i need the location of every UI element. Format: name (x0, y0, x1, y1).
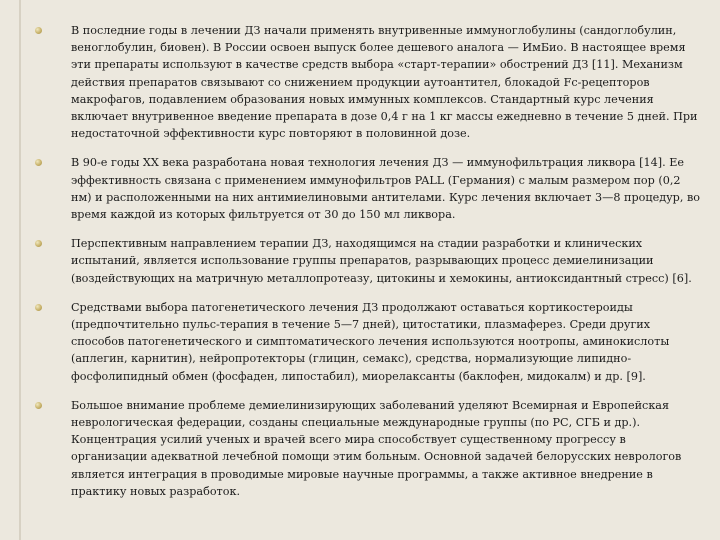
bullet-dot-icon (35, 304, 42, 311)
bullet-dot-icon (35, 159, 42, 166)
bullet-text: В 90-е годы XX века разработана новая технология лечения ДЗ — иммунофильтрация ликвора [14]. Ее эффективность связана с применением иммунофильтров PALL (Германия) с малым размером пор (0,2 нм) и расположенными на них антимиелиновыми антителами. Курс лечения включает 3—8 процедур, во время каждой из которых фильтруется от 30 до 150 мл ликвора. (71, 156, 700, 222)
bullet-item (35, 299, 703, 385)
slide-left-border (19, 0, 21, 540)
bullet-item (35, 154, 703, 223)
bullet-text: Средствами выбора патогенетического лечения ДЗ продолжают оставаться кортикостероиды (предпочтительно пульс-терапия в течение 5—7 дней), цитостатики, плазмаферез. Среди других способов патогенетического и симптоматического лечения используются ноотропы, аминокислоты (аплегин, карнитин), нейропротекторы (глицин, семакс), средства, нормализующие липидно-фосфолипидный обмен (фосфаден, липостабил), миорелаксанты (баклофен, мидокалм) и др. [9]. (71, 300, 670, 383)
bullet-item (35, 22, 703, 142)
bullet-list (35, 22, 703, 500)
bullet-dot-icon (35, 402, 42, 409)
bullet-item (35, 235, 703, 287)
bullet-dot-icon (35, 240, 42, 247)
bullet-dot-icon (35, 27, 42, 34)
bullet-text: Большое внимание проблеме демиелинизирующих заболеваний уделяют Всемирная и Европейская неврологическая федерации, созданы специальные международные группы (по РС, СГБ и др.). Концентрация усилий ученых и врачей всего мира способствует существенному прогрессу в организации адекватной лечебной помощи этим больным. Основной задачей белорусских неврологов является интеграция в проводимые мировые научные программы, а также активное внедрение в практику новых разработок. (71, 398, 682, 498)
bullet-text: Перспективным направлением терапии ДЗ, находящимся на стадии разработки и клинических испытаний, является использование группы препаратов, разрывающих процесс демиелинизации (воздействующих на матричную металлопротеазу, цитокины и хемокины, антиоксидантный стресс) [6]. (71, 237, 692, 285)
bullet-item (35, 397, 703, 500)
bullet-text: В последние годы в лечении ДЗ начали применять внутривенные иммуноглобулины (сандоглобулин, веноглобулин, биовен). В России освоен выпуск более дешевого аналога — ИмБио. В настоящее время эти препараты используют в качестве средств выбора «старт-терапии» обострений ДЗ [11]. Механизм действия препаратов связывают со снижением продукции аутоантител, блокадой Fc-рецепторов макрофагов, подавлением образования новых иммунных комплексов. Стандартный курс лечения включает внутривенное введение препарата в дозе 0,4 г на 1 кг массы ежедневно в течение 5 дней. При недостаточной эффективности курс повторяют в половинной дозе. (71, 24, 698, 141)
